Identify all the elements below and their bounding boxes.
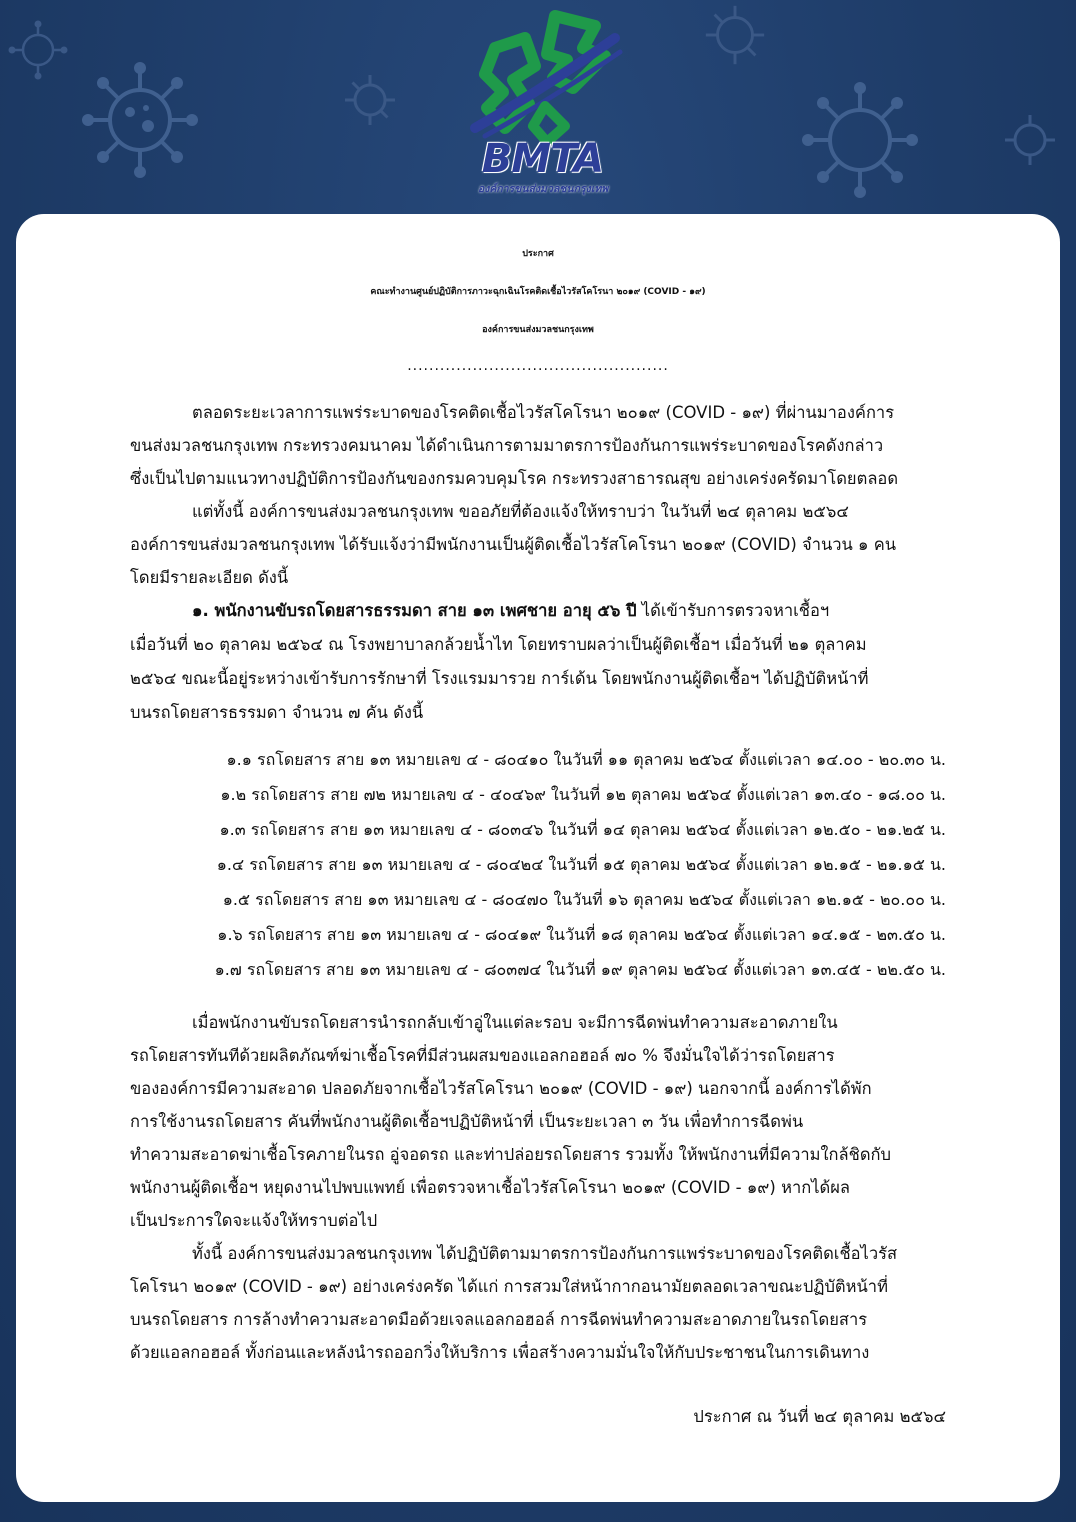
announcement-date: ประกาศ ณ วันที่ ๒๔ ตุลาคม ๒๕๖๔ <box>693 1407 946 1426</box>
bmta-logo-mark <box>455 8 630 148</box>
cleaning-line: พนักงานผู้ติดเชื้อฯ หยุดงานไปพบแพทย์ เพื่อตรวจหาเชื้อไวรัสโคโรนา ๒๐๑๙ (COVID - ๑๙) หากได้ผล <box>130 1178 850 1197</box>
notice-line: องค์การขนส่งมวลชนกรุงเทพ ได้รับแจ้งว่ามีพนักงานเป็นผู้ติดเชื้อไวรัสโคโรนา ๒๐๑๙ (COVID) จำนวน ๑ คน <box>130 535 897 554</box>
case-line: ๒๕๖๔ ขณะนี้อยู่ระหว่างเข้ารับการรักษาที่ โรงแรมมารวย การ์เด้น โดยพนักงานผู้ติดเชื้อฯ ได้ปฏิบัติหน้าที่ <box>130 669 869 688</box>
organization-title: องค์การขนส่งมวลชนกรุงเทพ <box>482 325 594 335</box>
case-line: เมื่อวันที่ ๒๐ ตุลาคม ๒๕๖๔ ณ โรงพยาบาลกล้วยน้ำไท โดยทราบผลว่าเป็นผู้ติดเชื้อฯ เมื่อวันที่ ๒๑ ตุลาคม <box>130 635 867 654</box>
bmta-logo <box>455 8 630 200</box>
cleaning-line: ทำความสะอาดฆ่าเชื้อโรคภายในรถ อู่จอดรถ และท่าปล่อยรถโดยสาร รวมทั้ง ให้พนักงานที่มีความใกล้ชิดกับ <box>130 1145 892 1164</box>
measures-line: ทั้งนี้ องค์การขนส่งมวลชนกรุงเทพ ได้ปฏิบัติตามมาตรการป้องกันการแพร่ระบาดของโรคติดเชื้อไวรัส <box>192 1244 898 1263</box>
virus-decoration-right-large <box>800 80 920 200</box>
bus-list-item: ๑.๔ รถโดยสาร สาย ๑๓ หมายเลข ๔ - ๘๐๔๒๔ ในวันที่ ๑๕ ตุลาคม ๒๕๖๔ ตั้งแต่เวลา ๑๒.๑๕ - ๒๑.๑๕ น. <box>216 855 946 874</box>
measures-line: บนรถโดยสาร การล้างทำความสะอาดมือด้วยเจลแอลกอฮอล์ การฉีดพ่นทำความสะอาดภายในรถโดยสาร <box>130 1310 868 1329</box>
virus-decoration-center-left <box>340 70 400 130</box>
cleaning-line: เมื่อพนักงานขับรถโดยสารนำรถกลับเข้าอู่ในแต่ละรอบ จะมีการฉีดพ่นทำความสะอาดภายใน <box>192 1013 838 1032</box>
cleaning-line: เป็นประการใดจะแจ้งให้ทราบต่อไป <box>130 1211 378 1230</box>
case-heading <box>192 598 829 624</box>
intro-line: ซึ่งเป็นไปตามแนวทางปฏิบัติการป้องกันของกรมควบคุมโรค กระทรวงสาธารณสุข อย่างเคร่งครัดมาโดยตลอด <box>130 469 899 488</box>
committee-title: คณะทำงานศูนย์ปฏิบัติการภาวะฉุกเฉินโรคติดเชื้อไวรัสโคโรนา ๒๐๑๙ (COVID - ๑๙) <box>370 287 706 297</box>
bus-list-item: ๑.๖ รถโดยสาร สาย ๑๓ หมายเลข ๔ - ๘๐๔๑๙ ในวันที่ ๑๘ ตุลาคม ๒๕๖๔ ตั้งแต่เวลา ๑๔.๑๕ - ๒๓.๕๐ น. <box>217 925 946 944</box>
bus-list-item: ๑.๑ รถโดยสาร สาย ๑๓ หมายเลข ๔ - ๘๐๔๑๐ ในวันที่ ๑๑ ตุลาคม ๒๕๖๔ ตั้งแต่เวลา ๑๔.๐๐ - ๒๐.๓๐ น. <box>226 750 946 769</box>
intro-line: ตลอดระยะเวลาการแพร่ระบาดของโรคติดเชื้อไวรัสโคโรนา ๒๐๑๙ (COVID - ๑๙) ที่ผ่านมาองค์การ <box>192 403 895 422</box>
bus-list-item: ๑.๗ รถโดยสาร สาย ๑๓ หมายเลข ๔ - ๘๐๓๗๔ ในวันที่ ๑๙ ตุลาคม ๒๕๖๔ ตั้งแต่เวลา ๑๓.๔๕ - ๒๒.๕๐ น. <box>214 960 946 979</box>
bus-list-item: ๑.๓ รถโดยสาร สาย ๑๓ หมายเลข ๔ - ๘๐๓๔๖ ในวันที่ ๑๔ ตุลาคม ๒๕๖๔ ตั้งแต่เวลา ๑๒.๕๐ - ๒๑.๒๕ น. <box>219 820 946 839</box>
intro-line: ขนส่งมวลชนกรุงเทพ กระทรวงคมนาคม ได้ดำเนินการตามมาตรการป้องกันการแพร่ระบาดของโรคดังกล่าว <box>130 436 884 455</box>
case-line: บนรถโดยสารธรรมดา จำนวน ๗ คัน ดังนี้ <box>130 703 424 722</box>
virus-decoration-left-large <box>80 60 200 180</box>
logo-wordmark: BMTA <box>481 136 604 182</box>
notice-line: โดยมีรายละเอียด ดังนี้ <box>130 568 289 587</box>
cleaning-line: ขององค์การมีความสะอาด ปลอดภัยจากเชื้อไวรัสโคโรนา ๒๐๑๙ (COVID - ๑๙) นอกจากนี้ องค์การได้พัก <box>130 1079 872 1098</box>
announcement-card <box>16 214 1060 1502</box>
bus-list-item: ๑.๒ รถโดยสาร สาย ๗๒ หมายเลข ๔ - ๔๐๔๖๙ ในวันที่ ๑๒ ตุลาคม ๒๕๖๔ ตั้งแต่เวลา ๑๓.๔๐ - ๑๘.๐๐ น. <box>220 785 946 804</box>
bus-list-item: ๑.๕ รถโดยสาร สาย ๑๓ หมายเลข ๔ - ๘๐๔๗๐ ในวันที่ ๑๖ ตุลาคม ๒๕๖๔ ตั้งแต่เวลา ๑๒.๑๕ - ๒๐.๐๐ น. <box>222 890 946 909</box>
measures-line: ด้วยแอลกอฮอล์ ทั้งก่อนและหลังนำรถออกวิ่งให้บริการ เพื่อสร้างความมั่นใจให้กับประชาชนในการเดินทาง <box>130 1343 870 1362</box>
cleaning-line: รถโดยสารทันทีด้วยผลิตภัณฑ์ฆ่าเชื้อโรคที่มีส่วนผสมของแอลกอฮอล์ ๗๐ % จึงมั่นใจได้ว่ารถโดยสาร <box>130 1046 835 1065</box>
case-heading-rest: ได้เข้ารับการตรวจหาเชื้อฯ <box>636 601 830 620</box>
logo-subtitle: องค์การขนส่งมวลชนกรุงเทพ <box>477 183 609 195</box>
case-heading-bold: ๑. พนักงานขับรถโดยสารธรรมดา สาย ๑๓ เพศชาย อายุ ๕๖ ปี <box>192 601 637 620</box>
measures-line: โคโรนา ๒๐๑๙ (COVID - ๑๙) อย่างเคร่งครัด ได้แก่ การสวมใส่หน้ากากอนามัยตลอดเวลาขณะปฏิบัติหน้าที่ <box>130 1277 888 1296</box>
cleaning-line: การใช้งานรถโดยสาร คันที่พนักงานผู้ติดเชื้อฯปฏิบัติหน้าที่ เป็นระยะเวลา ๓ วัน เพื่อทำการฉีดพ่น <box>130 1112 804 1131</box>
virus-decoration-far-right <box>1000 110 1060 170</box>
virus-decoration-left-small <box>8 20 68 80</box>
announcement-title: ประกาศ <box>522 249 554 259</box>
notice-line: แต่ทั้งนี้ องค์การขนส่งมวลชนกรุงเทพ ขออภัยที่ต้องแจ้งให้ทราบว่า ในวันที่ ๒๔ ตุลาคม ๒๕๖๔ <box>192 502 849 521</box>
virus-decoration-right-top <box>700 0 770 70</box>
header-separator: ................................................ <box>407 358 669 374</box>
